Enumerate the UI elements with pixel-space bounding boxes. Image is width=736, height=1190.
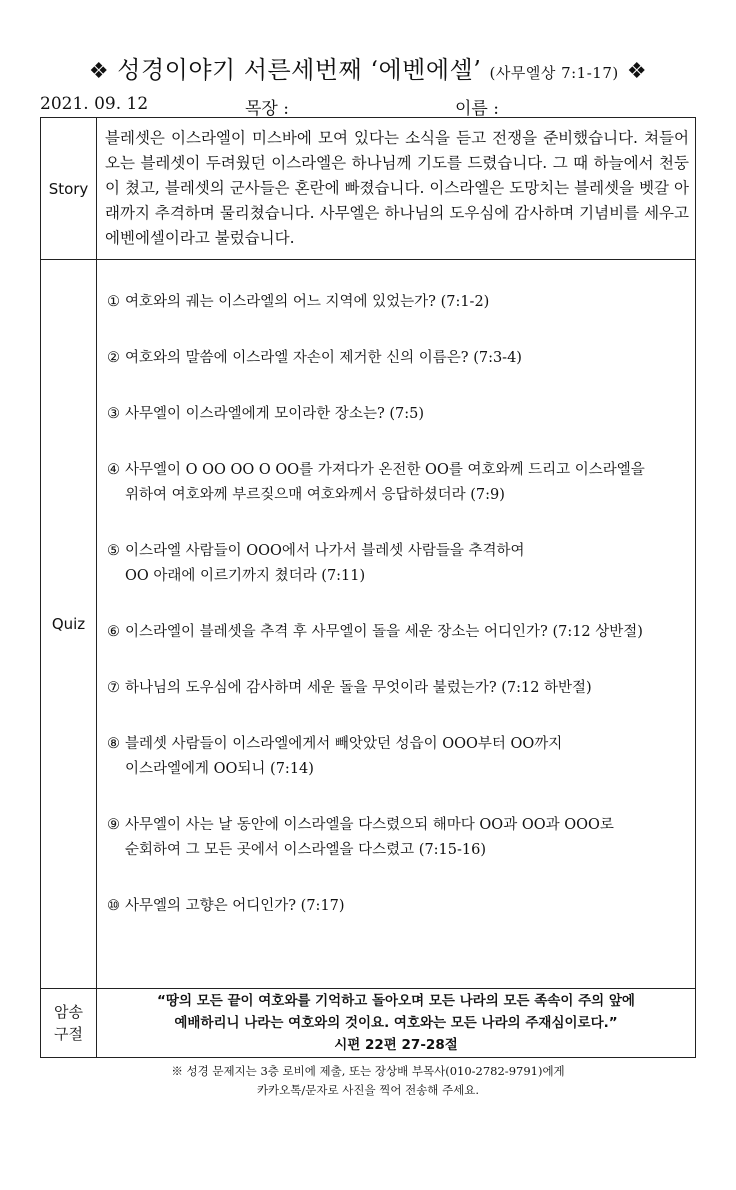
quiz-item [107,458,689,508]
title-text: 성경이야기 서른세번째 ‘에벤에셀’ [117,56,482,84]
quiz-item [107,620,689,645]
memory-verse-label-line2: 구절 [54,1025,83,1043]
notice-line2: 카카오톡/문자로 사진을 찍어 전송해 주세요. [256,1083,480,1097]
worksheet-table [40,117,696,1058]
memory-verse-line2: 예배하리니 나라는 여호와의 것이요. 여호와는 모든 나라의 주재심이로다.” [174,1015,618,1031]
quiz-question: 사무엘이 사는 날 동안에 이스라엘을 다스렸으되 해마다 OO과 OO과 OOO로 [125,817,614,833]
quiz-question: 사무엘의 고향은 어디인가? (7:17) [125,898,345,914]
name-label: 이름 : [455,99,499,119]
quiz-question-cont: 이스라엘에게 OO되니 (7:14) [125,761,314,777]
submission-notice [0,1062,736,1100]
story-row [41,118,696,260]
quiz-item [107,732,689,782]
quiz-number: ⑥ [107,624,120,640]
quiz-item [107,539,689,589]
quiz-question: 이스라엘 사람들이 OOO에서 나가서 블레셋 사람들을 추격하여 [125,543,525,559]
meta-row [40,94,696,118]
quiz-question: 사무엘이 이스라엘에게 모이라한 장소는? (7:5) [125,406,424,422]
story-cell [97,118,696,260]
story-text: 블레셋은 이스라엘이 미스바에 모여 있다는 소식을 듣고 전쟁을 준비했습니다. 쳐들어오는 블레셋이 두려웠던 이스라엘은 하나님께 기도를 드렸습니다. 그 때 하늘에서 천둥이 쳤고, 블레셋의 군사들은 혼란에 빠졌습니다. 이스라엘은 도망치는 블레셋을 벳갈 아래까지 추격하며 물리쳤습니다. 사무엘은 하나님의 도우심에 감사하며 기념비를 세우고 에벤에셀이라고 불렀습니다. [105,129,689,247]
quiz-question: 블레셋 사람들이 이스라엘에게서 빼앗았던 성읍이 OOO부터 OO까지 [125,736,563,752]
diamond-icon: ❖ [88,59,110,84]
quiz-item [107,813,689,863]
quiz-number: ⑤ [107,543,120,559]
date: 2021. 09. 12 [40,94,149,114]
notice-line1: ※ 성경 문제지는 3층 로비에 제출, 또는 장상배 부목사(010-2782-9791)에게 [171,1064,565,1078]
story-label: Story [41,118,97,260]
quiz-number: ① [107,294,120,310]
quiz-item [107,676,689,701]
memory-verse-reference: 시편 22편 27-28절 [334,1037,458,1053]
worksheet-title [0,50,736,85]
quiz-question: 이스라엘이 블레셋을 추격 후 사무엘이 돌을 세운 장소는 어디인가? (7:12 상반절) [125,624,643,640]
quiz-item [107,346,689,371]
quiz-item [107,894,689,919]
memory-verse-line1: “땅의 모든 끝이 여호와를 기억하고 돌아오며 모든 나라의 모든 족속이 주의 앞에 [157,993,635,1009]
memory-verse-row [41,989,696,1058]
diamond-icon: ❖ [626,59,648,84]
quiz-cell [97,260,696,989]
memory-verse-label [41,989,97,1058]
quiz-question: 하나님의 도우심에 감사하며 세운 돌을 무엇이라 불렀는가? (7:12 하반절) [125,680,592,696]
quiz-question: 여호와의 말씀에 이스라엘 자손이 제거한 신의 이름은? (7:3-4) [125,350,522,366]
quiz-item [107,290,689,315]
quiz-label: Quiz [41,260,97,989]
quiz-number: ⑦ [107,680,120,696]
quiz-number: ⑩ [107,898,120,914]
quiz-list [97,260,695,919]
quiz-question-cont: 위하여 여호와께 부르짖으매 여호와께서 응답하셨더라 (7:9) [125,487,505,503]
memory-verse-cell [97,989,696,1058]
quiz-question-cont: OO 아래에 이르기까지 쳤더라 (7:11) [125,568,366,584]
quiz-number: ⑨ [107,817,120,833]
quiz-number: ⑧ [107,736,120,752]
pastor-label: 목장 : [245,99,289,119]
quiz-question: 여호와의 궤는 이스라엘의 어느 지역에 있었는가? (7:1-2) [125,294,490,310]
quiz-number: ② [107,350,120,366]
quiz-question: 사무엘이 O OO OO O OO를 가져다가 온전한 OO를 여호와께 드리고 이스라엘을 [125,462,645,478]
quiz-number: ④ [107,462,120,478]
title-reference: (사무엘상 7:1-17) [489,64,619,82]
quiz-item [107,402,689,427]
quiz-number: ③ [107,406,120,422]
quiz-row [41,260,696,989]
quiz-question-cont: 순회하여 그 모든 곳에서 이스라엘을 다스렸고 (7:15-16) [125,842,487,858]
memory-verse-label-line1: 암송 [54,1003,83,1021]
